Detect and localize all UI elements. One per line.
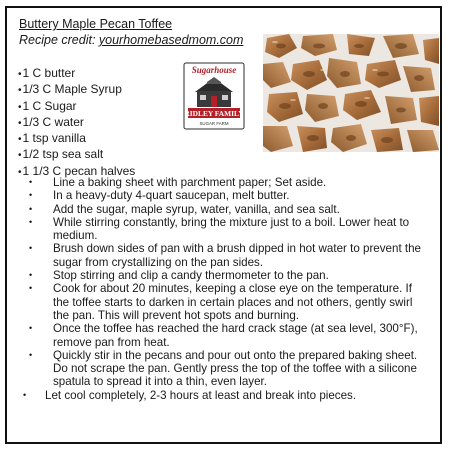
recipe-title: Buttery Maple Pecan Toffee	[19, 17, 173, 31]
credit-link[interactable]: yourhomebasedmom.com	[98, 33, 244, 47]
logo-sub-text: SUGAR FARM	[199, 121, 229, 126]
instruction-step: • Add the sugar, maple syrup, water, vanilla, and sea salt.	[29, 203, 421, 216]
instruction-list	[29, 176, 421, 402]
toffee-photo	[263, 34, 439, 152]
ingredient-item: • 1 1/3 C pecan halves	[18, 164, 135, 180]
instruction-step: • Once the toffee has reached the hard crack stage (at sea level, 300°F), remove pan from heat.	[29, 322, 421, 349]
instruction-step: • Quickly stir in the pecans and pour out onto the prepared baking sheet. Do not scrape the pan. Gently press the top of the toffee with a silicone spatula to spread it into a thin, even layer.	[29, 349, 421, 389]
ingredient-item: • 1/3 C Maple Syrup	[18, 82, 135, 98]
logo-main-text: RIDLEY FAMILY	[184, 109, 244, 118]
ingredient-item: • 1/2 tsp sea salt	[18, 147, 135, 163]
toffee-pieces-image	[263, 34, 439, 152]
instruction-step: • While stirring constantly, bring the mixture just to a boil. Lower heat to medium.	[29, 216, 421, 243]
instruction-step: • In a heavy-duty 4-quart saucepan, melt butter.	[29, 189, 421, 202]
logo-top-text: Sugarhouse	[191, 65, 237, 75]
instruction-step: • Cook for about 20 minutes, keeping a close eye on the temperature. If the toffee starts to darken in certain places and not others, gently swirl the pan. This will prevent hot spots and burning.	[29, 282, 421, 322]
credit-prefix: Recipe credit:	[19, 33, 99, 47]
instruction-step: • Brush down sides of pan with a brush dipped in hot water to prevent the sugar from crystallizing on the pan sides.	[29, 242, 421, 269]
ingredient-item: • 1/3 C water	[18, 115, 135, 131]
instruction-step: • Let cool completely, 2-3 hours at least and break into pieces.	[23, 389, 421, 402]
instruction-step: • Stop stirring and clip a candy thermometer to the pan.	[29, 269, 421, 282]
instruction-step: • Line a baking sheet with parchment paper; Set aside.	[29, 176, 421, 189]
ingredient-item: • 1 C Sugar	[18, 99, 135, 115]
ingredient-item: • 1 tsp vanilla	[18, 131, 135, 147]
ingredient-list	[18, 66, 135, 180]
ingredient-item: • 1 C butter	[18, 66, 135, 82]
sugarhouse-logo	[183, 62, 245, 130]
recipe-credit	[19, 33, 243, 48]
recipe-card	[5, 6, 442, 444]
